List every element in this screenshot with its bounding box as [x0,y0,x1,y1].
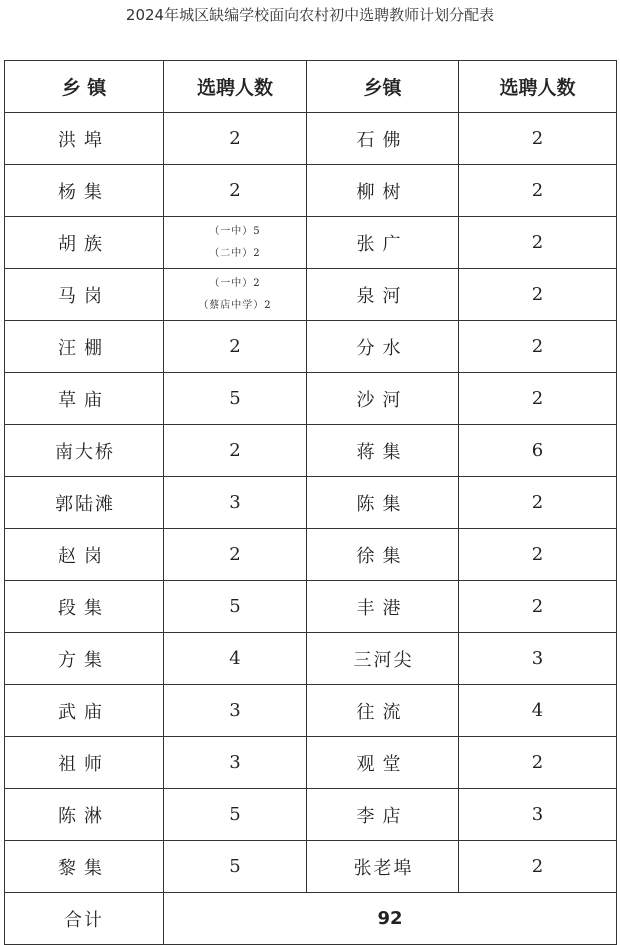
total-label: 合计 [5,893,164,945]
table-row [5,321,617,373]
table-row [5,165,617,217]
header-count: 选聘人数 [164,61,307,113]
cell-left-count [164,269,307,321]
cell-left-count-line: （一中）5 [209,225,261,237]
cell-right-count: 2 [459,477,617,529]
cell-left-town: 武庙 [5,685,164,737]
header-count-2: 选聘人数 [459,61,617,113]
allocation-table [4,60,617,945]
cell-right-town: 蒋集 [307,425,459,477]
table-row [5,477,617,529]
cell-left-count: 5 [164,789,307,841]
cell-left-town: 郭陆滩 [5,477,164,529]
table-row [5,269,617,321]
cell-right-count: 4 [459,685,617,737]
cell-right-town: 丰港 [307,581,459,633]
cell-right-count: 2 [459,373,617,425]
header-town-2: 乡镇 [307,61,459,113]
cell-left-count: 2 [164,165,307,217]
cell-right-count: 2 [459,113,617,165]
cell-left-count: 2 [164,321,307,373]
cell-left-count: 2 [164,113,307,165]
cell-left-count-line: （蔡店中学）2 [198,299,272,311]
table-row [5,685,617,737]
cell-left-count: 5 [164,841,307,893]
table-header-row [5,61,617,113]
header-town: 乡 镇 [5,61,164,113]
table-body [5,113,617,893]
cell-right-town: 沙河 [307,373,459,425]
cell-left-count [164,217,307,269]
cell-left-town: 南大桥 [5,425,164,477]
total-value: 92 [164,893,617,945]
cell-left-count: 2 [164,425,307,477]
table-row [5,217,617,269]
cell-right-count: 3 [459,789,617,841]
table-row [5,373,617,425]
cell-left-town: 祖师 [5,737,164,789]
cell-right-count: 2 [459,841,617,893]
table-row [5,633,617,685]
cell-left-count: 5 [164,373,307,425]
cell-right-town: 泉河 [307,269,459,321]
cell-left-town: 洪埠 [5,113,164,165]
cell-left-count-line: （二中）2 [209,247,261,259]
table-row [5,425,617,477]
cell-left-count: 3 [164,685,307,737]
cell-left-count: 5 [164,581,307,633]
cell-left-town: 陈淋 [5,789,164,841]
table-row [5,841,617,893]
cell-left-count-line: （一中）2 [209,277,261,289]
cell-right-count: 2 [459,321,617,373]
cell-right-count: 2 [459,269,617,321]
cell-right-town: 陈集 [307,477,459,529]
cell-left-town: 黎集 [5,841,164,893]
table-row [5,581,617,633]
cell-left-town: 草庙 [5,373,164,425]
cell-left-town: 杨集 [5,165,164,217]
cell-left-town: 段集 [5,581,164,633]
cell-right-count: 2 [459,581,617,633]
cell-left-town: 方集 [5,633,164,685]
cell-right-town: 张老埠 [307,841,459,893]
cell-right-town: 分水 [307,321,459,373]
cell-left-town: 马岗 [5,269,164,321]
cell-right-count: 2 [459,217,617,269]
cell-right-town: 张广 [307,217,459,269]
cell-right-town: 柳树 [307,165,459,217]
cell-right-town: 三河尖 [307,633,459,685]
cell-right-count: 2 [459,737,617,789]
cell-left-town: 赵岗 [5,529,164,581]
cell-right-count: 2 [459,529,617,581]
table-row [5,529,617,581]
table-row [5,789,617,841]
cell-right-town: 石佛 [307,113,459,165]
cell-left-count: 2 [164,529,307,581]
cell-left-town: 汪棚 [5,321,164,373]
cell-left-town: 胡族 [5,217,164,269]
cell-right-town: 往流 [307,685,459,737]
cell-left-count: 3 [164,477,307,529]
document-title: 2024年城区缺编学校面向农村初中选聘教师计划分配表 [125,6,495,24]
cell-right-count: 6 [459,425,617,477]
cell-right-town: 观堂 [307,737,459,789]
cell-right-count: 3 [459,633,617,685]
cell-right-town: 李店 [307,789,459,841]
total-row [5,893,617,945]
cell-right-town: 徐集 [307,529,459,581]
cell-right-count: 2 [459,165,617,217]
cell-left-count: 4 [164,633,307,685]
table-row [5,113,617,165]
cell-left-count: 3 [164,737,307,789]
table-row [5,737,617,789]
